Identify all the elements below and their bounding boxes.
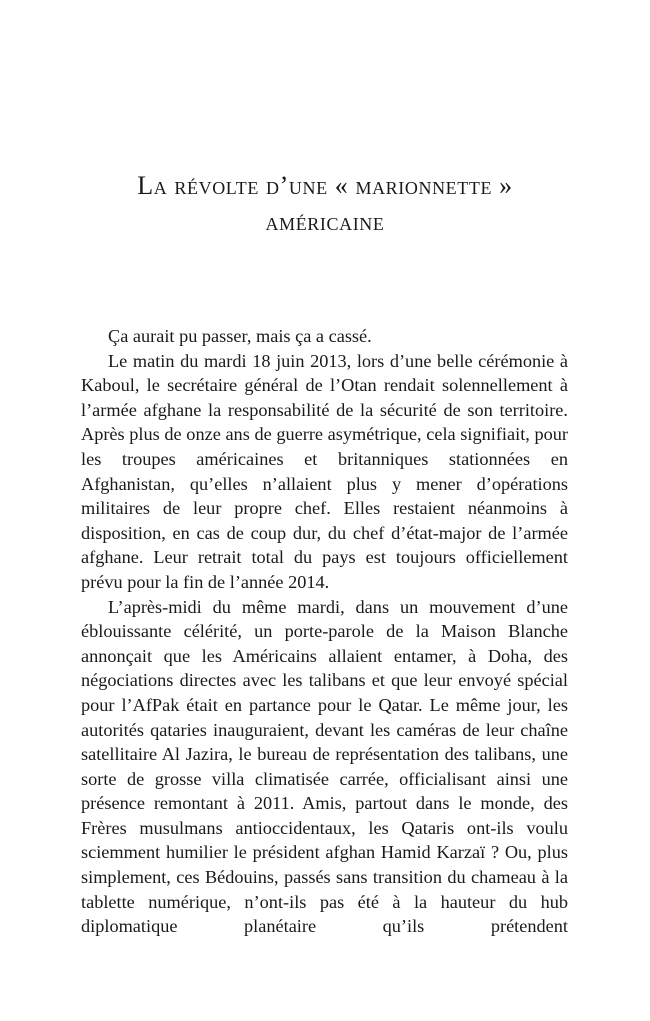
paragraph-2: Le matin du mardi 18 juin 2013, lors d’une belle cérémonie à Kaboul, le secrétaire général de l’Otan rendait solennellement à l’armée afghane la responsabilité de la sécurité de son territoire. Après plus de onze ans de guerre asymétrique, cela signifiait, pour les troupes américaines et britanniques stationnées en Afghanistan, qu’elles n’allaient plus y mener d’opérations militaires de leur propre chef. Elles restaient néanmoins à disposition, en cas de coup dur, du chef d’état-major de l’armée afghane. Leur retrait total du pays est toujours officiellement prévu pour la fin de l’année 2014. [81, 350, 568, 592]
paragraph-3: L’après-midi du même mardi, dans un mouvement d’une éblouissante célérité, un porte-parole de la Maison Blanche annonçait que les Américains allaient entamer, à Doha, des négociations directes avec les talibans et que leur envoyé spécial pour l’AfPak était en partance pour le Qatar. Le même jour, les autorités qataries inauguraient, devant les caméras de leur chaîne satellitaire Al Jazira, le bureau de représentation des talibans, une sorte de grosse villa climatisée carrée, officialisant ainsi une présence remontant à 2011. Amis, partout dans le monde, des Frères musulmans antioccidentaux, les Qataris ont-ils voulu sciemment humilier le président afghan Hamid Karzaï ? Ou, plus simplement, ces Bédouins, passés sans transition du chameau à la tablette numérique, n’ont-ils pas été à la hauteur du hub diplomatique planétaire qu’ils prétendent [81, 596, 568, 937]
chapter-title-line-2: américaine [265, 207, 385, 236]
chapter-title [60, 168, 590, 240]
paragraph-1: Ça aurait pu passer, mais ça a cassé. [108, 326, 372, 346]
body-text [81, 324, 568, 939]
chapter-title-line-1: La révolte d’une « marionnette » [137, 171, 513, 200]
